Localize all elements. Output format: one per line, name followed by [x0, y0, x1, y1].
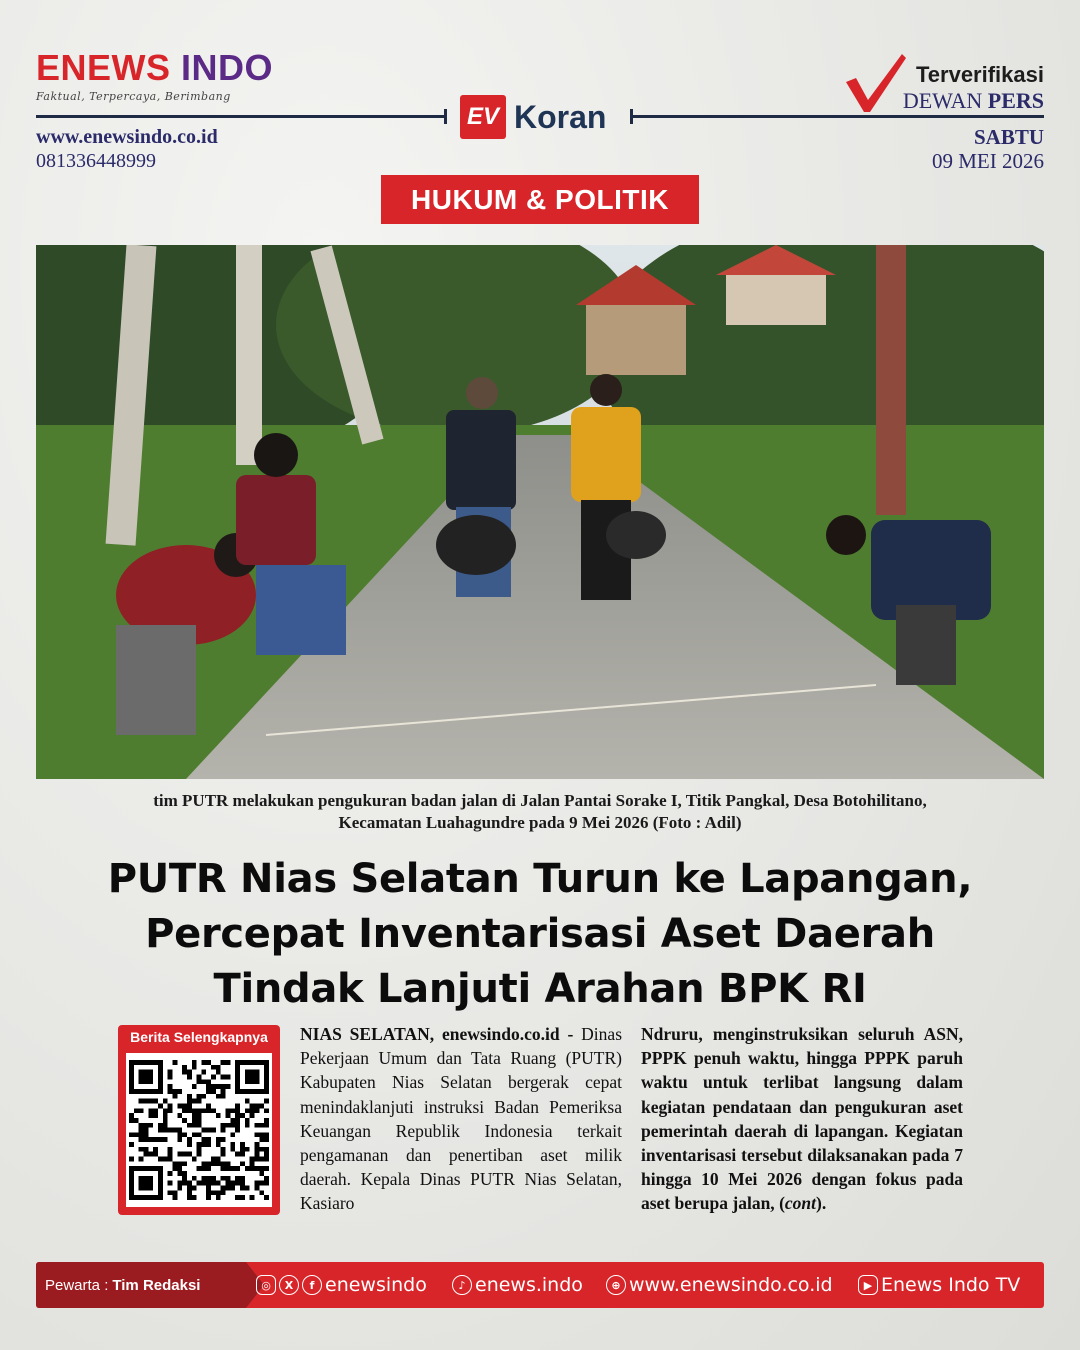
ev-logo-icon: EV — [460, 95, 506, 139]
youtube-icon: ▶ — [858, 1275, 878, 1295]
pewarta-label: Pewarta : — [45, 1276, 109, 1294]
logo-purple-text: INDO — [181, 47, 274, 88]
article-column-1 — [300, 1022, 622, 1216]
logo-wordmark — [36, 48, 273, 88]
social-handle: enewsindo — [325, 1274, 427, 1296]
edition-label: Koran — [514, 98, 607, 135]
category-label: HUKUM & POLITIK — [381, 175, 699, 224]
photo-illustration — [36, 245, 1044, 779]
pers-text: PERS — [987, 88, 1044, 113]
article-lead: NIAS SELATAN, enewsindo.co.id - — [300, 1024, 574, 1044]
logo-tagline: Faktual, Terpercaya, Berimbang — [36, 90, 231, 103]
article-column-2: Ndruru, menginstruksikan seluruh ASN, PPPK penuh waktu, hingga PPPK paruh waktu untuk terlibat langsung dalam kegiatan pendataan dan pengukuran aset pemerintah daerah di lapangan. Kegiatan inventarisasi tersebut dilaksanakan pada 7 hingga 10 Mei 2026 dengan fokus pada aset berupa jalan, (cont). — [641, 1024, 963, 1214]
headline-line-2: Percepat Inventarisasi Aset Daerah — [145, 911, 935, 957]
header-rule-left — [36, 115, 446, 118]
pewarta-name: Tim Redaksi — [112, 1276, 201, 1294]
article-headline — [36, 852, 1044, 1017]
logo-red-text: ENEWS — [36, 47, 171, 88]
facebook-icon: f — [302, 1275, 322, 1295]
verified-text: Terverifikasi — [915, 62, 1044, 87]
dewan-text: DEWAN — [902, 88, 983, 113]
verified-dewan-pers — [844, 52, 1044, 114]
globe-icon: ⊕ — [606, 1275, 626, 1295]
photo-caption — [36, 790, 1044, 834]
qr-label: Berita Selengkapnya — [130, 1029, 268, 1045]
footer-tiktok[interactable] — [452, 1262, 583, 1308]
qr-card[interactable] — [118, 1025, 280, 1215]
footer-bar — [36, 1262, 1044, 1308]
dewan-pers-text — [903, 88, 1044, 114]
checkmark-icon — [844, 52, 908, 114]
footer-website-text: www.enewsindo.co.id — [629, 1274, 833, 1296]
edition-badge — [460, 95, 606, 139]
caption-line-1: tim PUTR melakukan pengukuran badan jalan di Jalan Pantai Sorake I, Titik Pangkal, Desa Botohilitano, — [153, 791, 927, 810]
header-rule-left-end — [444, 109, 447, 124]
headline-line-1: PUTR Nias Selatan Turun ke Lapangan, — [107, 856, 973, 902]
youtube-channel: Enews Indo TV — [881, 1274, 1021, 1296]
footer-website[interactable] — [606, 1262, 833, 1308]
tiktok-handle: enews.indo — [475, 1274, 583, 1296]
instagram-icon: ◎ — [256, 1275, 276, 1295]
header-rule-right-end — [630, 109, 633, 124]
pewarta-badge — [36, 1262, 246, 1308]
qr-code[interactable] — [126, 1053, 272, 1207]
contact-info — [36, 125, 218, 173]
footer-youtube[interactable] — [858, 1262, 1020, 1308]
issue-date-value: 09 MEI 2026 — [932, 149, 1044, 173]
footer-social[interactable] — [256, 1262, 427, 1308]
qr-code-icon — [129, 1060, 269, 1200]
issue-date — [932, 125, 1044, 173]
person-yellow-jacket — [571, 374, 641, 600]
article-body-2: Ndruru, menginstruksikan seluruh ASN, PPPK penuh waktu, hingga PPPK paruh waktu untuk terlibat langsung dalam kegiatan pendataan dan pengukuran aset pemerintah daerah di lapangan. Kegiatan inventarisasi tersebut dilaksanakan pada 7 hingga 10 Mei 2026 dengan fokus pada aset berupa jalan, — [641, 1024, 963, 1214]
headline-line-3: Tindak Lanjuti Arahan BPK RI — [213, 966, 867, 1012]
x-icon: X — [279, 1275, 299, 1295]
article-body-1: Dinas Pekerjaan Umum dan Tata Ruang (PUTR) Kabupaten Nias Selatan bergerak cepat menindaklanjuti instruksi Badan Pemeriksa Keuangan Republik Indonesia terkait pengamanan dan penertiban aset milik daerah. Kepala Dinas PUTR Nias Selatan, Kasiaro — [300, 1024, 622, 1214]
enews-indo-logo[interactable] — [36, 48, 273, 103]
tiktok-icon: ♪ — [452, 1275, 472, 1295]
caption-line-2: Kecamatan Luahagundre pada 9 Mei 2026 (Foto : Adil) — [338, 813, 742, 832]
cont-marker[interactable]: cont — [784, 1193, 817, 1214]
phone-number: 081336448999 — [36, 150, 156, 172]
header-rule-right — [632, 115, 1044, 118]
website-link[interactable]: www.enewsindo.co.id — [36, 126, 218, 148]
article-photo — [36, 245, 1044, 779]
issue-day: SABTU — [973, 125, 1044, 149]
